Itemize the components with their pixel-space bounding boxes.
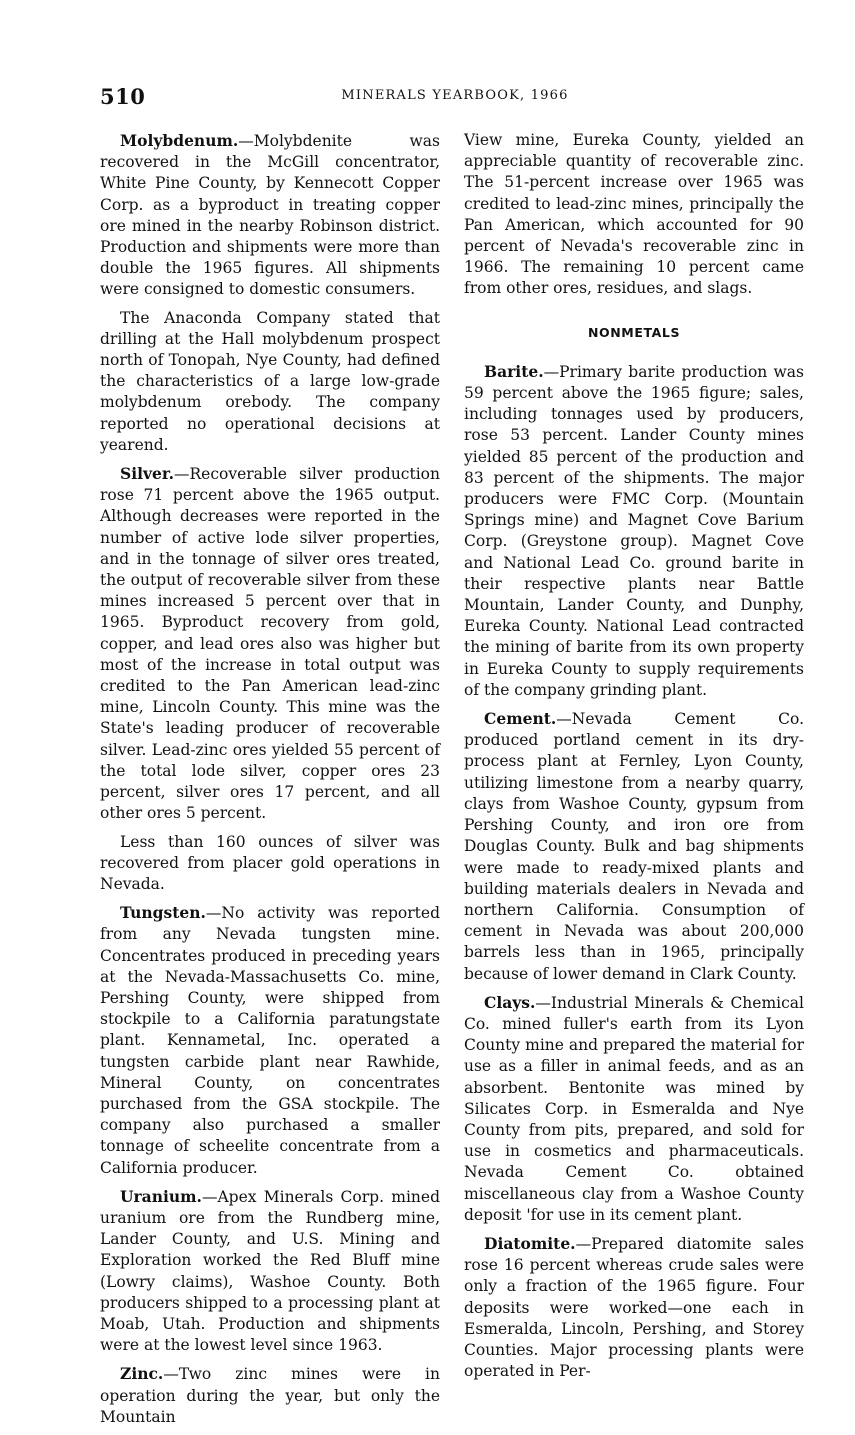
lead-molybdenum: Molybdenum. xyxy=(120,131,239,150)
text-tungsten: —No activity was reported from any Nevada tungsten mine. Concentrates produced in preceding years at the Nevada-Massachusetts Co. mine, Pershing County, were shipped from stockpile to a California paratungstate plant. Kennametal, Inc. operated a tungsten carbide plant near Rawhide, Mineral County, on concentrates purchased from the GSA stockpile. The company also purchased a smaller tonnage of scheelite concentrate from a California producer. xyxy=(100,904,440,1177)
page-number: 510 xyxy=(100,84,146,109)
paragraph-zinc-continued xyxy=(464,130,804,300)
paragraph-silver xyxy=(100,463,440,824)
lead-diatomite: Diatomite. xyxy=(484,1233,576,1253)
lead-barite: Barite. xyxy=(484,361,544,381)
paragraph-anaconda xyxy=(100,308,440,456)
lead-clays: Clays. xyxy=(484,992,536,1012)
paragraph-molybdenum xyxy=(100,130,440,301)
running-head: MINERALS YEARBOOK, 1966 xyxy=(341,88,569,103)
paragraph-tungsten xyxy=(100,902,440,1179)
text-diatomite: —Prepared diatomite sales rose 16 percent whereas crude sales were only a fraction of the 1965 figure. Four deposits were worked—one each in Esmeralda, Lincoln, Pershing, and Storey Counties. Major processing plants were operated in Per- xyxy=(464,1234,804,1381)
lead-tungsten: Tungsten. xyxy=(120,903,206,923)
text-clays: —Industrial Minerals & Chemical Co. mined fuller's earth from its Lyon County mine and prepared the material for use as a filler in animal feeds, and as an absorbent. Bentonite was mined by Silicates Corp. in Esmeralda and Nye County from pits, prepared, and sold for use in cosmetics and pharmaceuticals. Nevada Cement Co. obtained miscellaneous clay from a Washoe County deposit 'for use in its cement plant. xyxy=(464,993,804,1224)
text-silver: —Recoverable silver production rose 71 percent above the 1965 output. Although decreases were reported in the number of active lode silver properties, and in the tonnage of silver ores treated, the output of recoverable silver from these mines increased 5 percent over that in 1965. Byproduct recovery from gold, copper, and lead ores also was higher but most of the increase in total output was credited to the Pan American lead-zinc mine, Lincoln County. This mine was the State's leading producer of recoverable silver. Lead-zinc ores yielded 55 percent of the total lode silver, copper ores 23 percent, silver ores 17 percent, and all other ores 5 percent. xyxy=(100,465,440,823)
paragraph-silver-placer xyxy=(100,832,440,896)
right-column xyxy=(464,130,804,1389)
lead-uranium: Uranium. xyxy=(120,1186,202,1206)
paragraph-clays xyxy=(464,992,804,1226)
lead-silver: Silver. xyxy=(120,464,174,484)
text-barite: —Primary barite production was 59 percent above the 1965 figure; sales, including tonnages used by producers, rose 53 percent. Lander County mines yielded 85 percent of the production and 83 percent of the shipments. The major producers were FMC Corp. (Mountain Springs mine) and Magnet Cove Barium Corp. (Greystone group). Magnet Cove and National Lead Co. ground barite in their respective plants near Battle Mountain, Lander County, and Dunphy, Eureka County. National Lead contracted the mining of barite from its own property in Eureka County to supply requirements of the company grinding plant. xyxy=(464,362,804,699)
lead-cement: Cement. xyxy=(484,709,557,729)
text-cement: —Nevada Cement Co. produced portland cement in its dry-process plant at Fernley, Lyon County, utilizing limestone from a nearby quarry, clays from Washoe County, gypsum from Pershing County, and iron ore from Douglas County. Bulk and bag shipments were made to ready-mixed plants and building materials dealers in Nevada and northern California. Consumption of cement in Nevada was about 200,000 barrels less than in 1965, principally because of lower demand in Clark County. xyxy=(464,710,804,983)
lead-zinc: Zinc. xyxy=(120,1364,164,1384)
text-anaconda: The Anaconda Company stated that drilling at the Hall molybdenum prospect north of Tonopah, Nye County, had defined the characteristics of a large low-grade molybdenum orebody. The company reported no operational decisions at yearend. xyxy=(100,308,440,454)
text-molybdenum: —Molybdenite was recovered in the McGill concentrator, White Pine County, by Kennecott Copper Corp. as a byproduct in treating copper ore mined in the nearby Robinson district. Production and shipments were more than double the 1965 figures. All shipments were consigned to domestic consumers. xyxy=(100,132,440,299)
paragraph-diatomite xyxy=(464,1233,804,1382)
left-column xyxy=(100,130,440,1435)
text-silver-placer: Less than 160 ounces of silver was recovered from placer gold operations in Nevada. xyxy=(100,832,440,893)
paragraph-uranium xyxy=(100,1186,440,1357)
paragraph-zinc xyxy=(100,1363,440,1428)
paragraph-cement xyxy=(464,708,804,985)
text-zinc-continued: View mine, Eureka County, yielded an appreciable quantity of recoverable zinc. The 51-percent increase over 1965 was credited to lead-zinc mines, principally the Pan American, which accounted for 90 percent of Nevada's recoverable zinc in 1966. The remaining 10 percent came from other ores, residues, and slags. xyxy=(464,131,804,298)
section-heading-nonmetals: NONMETALS xyxy=(587,324,681,340)
paragraph-barite xyxy=(464,361,804,701)
text-zinc: —Two zinc mines were in operation during the year, but only the Mountain xyxy=(100,1365,440,1426)
text-uranium: —Apex Minerals Corp. mined uranium ore from the Rundberg mine, Lander County, and U.S. Mining and Exploration worked the Red Bluff mine (Lowry claims), Washoe County. Both producers shipped to a processing plant at Moab, Utah. Production and shipments were at the lowest level since 1963. xyxy=(100,1187,440,1355)
